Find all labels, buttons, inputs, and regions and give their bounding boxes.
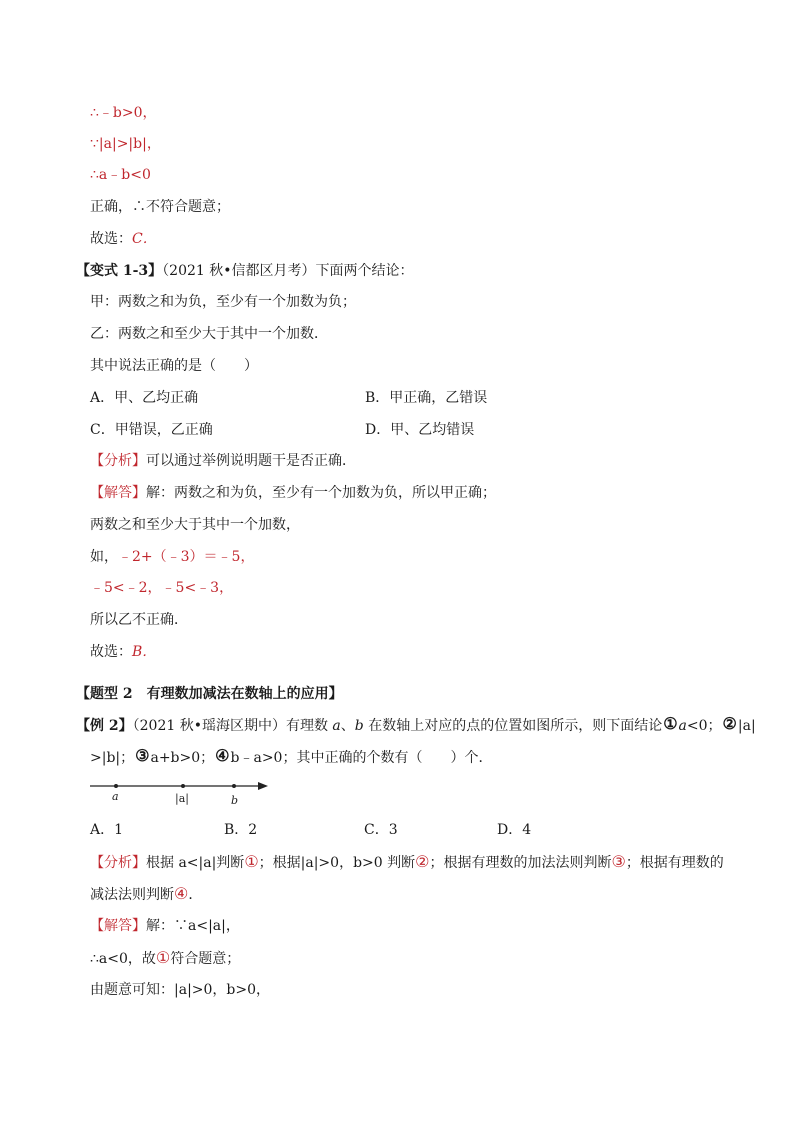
solution-answer [90, 229, 157, 249]
example-tag: 【例 2】 [76, 718, 133, 734]
circled-2: ② [722, 714, 737, 733]
example-stem-line2 [90, 748, 492, 768]
stem-text: 、 [340, 718, 355, 734]
option-b: B．2 [224, 822, 258, 838]
circled-1: ① [663, 714, 678, 733]
var-a: a [332, 718, 341, 734]
answer-choice: C． [132, 231, 157, 247]
solution-line: ∵|a|>|b|， [90, 136, 161, 152]
analysis-text: ；根据有理数的 [625, 855, 724, 871]
analysis-text: 根据 a<|a|判断 [146, 855, 245, 871]
answer-tag: 【解答】 [90, 918, 146, 934]
analysis-line2 [90, 884, 202, 905]
answer-line: 由题意可知：|a|>0，b>0， [90, 982, 271, 998]
circled-1: ① [155, 948, 171, 967]
analysis-tag: 【分析】 [90, 855, 146, 871]
answer-prefix: 故选： [90, 644, 132, 660]
stem-text: |a| [737, 718, 756, 734]
var-a: a [678, 718, 687, 734]
solution-line: 正确，∴不符合题意； [90, 199, 230, 215]
stem-text: <0； [686, 718, 722, 734]
point-abs-a [181, 784, 185, 788]
point-b [232, 784, 236, 788]
answer-line: ﹣5<﹣2，﹣5<﹣3， [90, 580, 234, 596]
analysis-text: ． [188, 887, 203, 903]
option-b: B．甲正确，乙错误 [365, 390, 488, 406]
stem-text: a+b>0； [150, 750, 215, 766]
stem-text: b﹣a>0；其中正确的个数有（ ）个． [230, 750, 493, 766]
circled-3: ③ [611, 852, 626, 871]
option-d: D．甲、乙均错误 [365, 422, 475, 438]
analysis [90, 852, 724, 873]
answer-line: 所以乙不正确． [90, 612, 188, 628]
answer-prefix: 故选： [90, 231, 132, 247]
answer-tag: 【解答】 [90, 485, 146, 501]
option-c: C．甲错误，乙正确 [90, 422, 213, 438]
answer [90, 483, 496, 503]
answer-math: ﹣2+（﹣3）＝﹣5， [118, 549, 255, 565]
point-a [114, 784, 118, 788]
number-line [86, 776, 272, 812]
option-d: D．4 [497, 822, 532, 838]
answer-line: 两数之和至少大于其中一个加数， [90, 517, 300, 533]
circled-3: ③ [135, 746, 150, 765]
answer-final [90, 642, 156, 662]
solution-line: ∴﹣b>0， [90, 105, 157, 121]
answer-text: 解：∵a<|a|， [146, 918, 240, 934]
answer [90, 916, 240, 936]
analysis-text: ；根据有理数的加法法则判断 [429, 855, 612, 871]
statement-yi: 乙：两数之和至少大于其中一个加数． [90, 326, 328, 342]
answer-text: 解：两数之和为负，至少有一个加数为负，所以甲正确； [146, 485, 496, 501]
question-text: 其中说法正确的是（ ） [90, 358, 258, 374]
answer-prefix: 如， [90, 549, 118, 565]
label-b: b [231, 794, 239, 807]
variant-title [76, 261, 414, 281]
topic-heading: 【题型 2 有理数加减法在数轴上的应用】 [76, 686, 343, 702]
example-stem-line1 [76, 716, 756, 736]
variant-tag: 【变式 1-3】 [76, 263, 163, 279]
answer-text: 符合题意； [170, 951, 241, 967]
analysis-text: 可以通过举例说明题干是否正确． [146, 453, 356, 469]
statement-jia: 甲：两数之和为负，至少有一个加数为负； [90, 294, 356, 310]
circled-4: ④ [174, 884, 189, 903]
analysis [90, 451, 356, 471]
variant-source: （2021 秋•信都区月考）下面两个结论： [162, 263, 414, 279]
stem-text: 有理数 [285, 718, 333, 734]
circled-2: ② [415, 852, 430, 871]
var-b: b [354, 718, 364, 734]
answer-text: ∴a<0，故 [90, 951, 156, 967]
example-source: （2021 秋•瑶海区期中） [132, 718, 286, 734]
analysis-text: 减法法则判断 [90, 887, 174, 903]
answer-line [90, 547, 254, 567]
answer-line [90, 948, 240, 969]
label-abs-a: |a| [175, 792, 189, 805]
stem-text: 在数轴上对应的点的位置如图所示，则下面结论 [363, 718, 663, 734]
label-a: a [112, 790, 119, 803]
circled-4: ④ [215, 746, 230, 765]
circled-1: ① [244, 852, 259, 871]
solution-line: ∴a﹣b<0 [90, 167, 151, 183]
analysis-text: ；根据|a|>0，b>0 判断 [258, 855, 416, 871]
answer-choice: B． [132, 644, 157, 660]
analysis-tag: 【分析】 [90, 453, 146, 469]
option-a: A．甲、乙均正确 [90, 390, 199, 406]
stem-text: >|b|； [90, 750, 135, 766]
arrow-right-icon [258, 782, 268, 790]
option-a: A．1 [90, 822, 124, 838]
option-c: C．3 [364, 822, 398, 838]
